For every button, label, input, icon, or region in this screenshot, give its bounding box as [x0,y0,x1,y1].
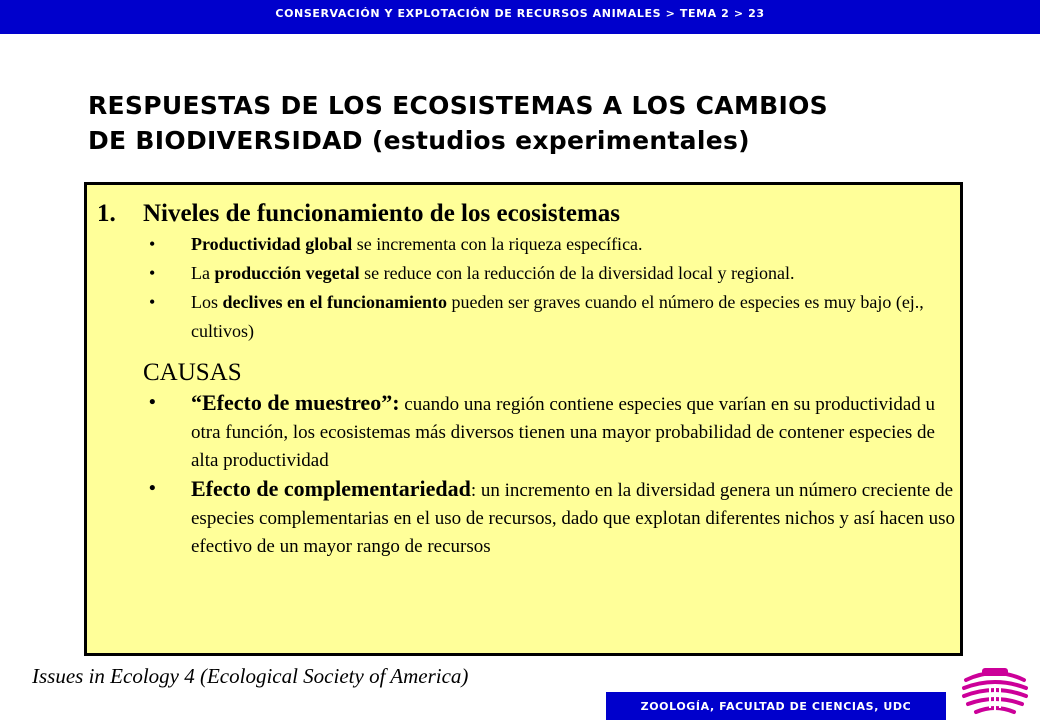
list-item [97,389,957,475]
slide-title [88,88,988,158]
title-line-2-sub: (estudios experimentales) [371,126,750,155]
bullet-icon: • [149,478,156,499]
bullet-text: se incrementa con la riqueza específica. [352,234,643,254]
bullet-prefix: Los [191,292,223,312]
section-heading-text: Niveles de funcionamiento de los ecosistemas [143,200,621,227]
bullet-text: pueden ser graves cuando el número de especies es muy bajo (ej., cultivos) [191,292,924,341]
list-item [97,475,957,561]
bullet-bold: declives en el funcionamiento [222,292,447,312]
bullet-bold: producción vegetal [214,263,360,283]
list-item [97,259,957,288]
bullet-text: : un incremento en la diversidad genera un número creciente de especies complementarias en el uso de recursos, dado que explotan diferentes nichos y así hacen uso efectivo de un mayor rango de recursos [191,480,955,557]
breadcrumb: CONSERVACIÓN Y EXPLOTACIÓN DE RECURSOS ANIMALES > TEMA 2 > 23 [275,7,765,20]
title-line-1: RESPUESTAS DE LOS ECOSISTEMAS A LOS CAMBIOS [88,91,828,120]
footer-label: ZOOLOGÍA, FACULTAD DE CIENCIAS, UDC [640,700,912,713]
bullet-bold: “Efecto de muestreo”: [191,390,400,415]
bullet-text: se reduce con la reducción de la diversidad local y regional. [359,263,795,283]
bullet-prefix: La [191,263,215,283]
content-box [84,182,963,656]
title-line-2-main: DE BIODIVERSIDAD [88,126,363,155]
section-bullets [97,230,957,346]
causas-bullets [97,389,957,561]
footer-bar [606,692,946,720]
bullet-bold: Productividad global [191,234,353,254]
citation: Issues in Ecology 4 (Ecological Society of America) [32,664,469,688]
bullet-bold: Efecto de complementariedad [191,476,471,501]
title-line-2 [88,123,988,158]
list-item [97,230,957,259]
section-heading [97,197,957,230]
bullet-icon: • [149,292,156,312]
udc-logo-icon [960,664,1030,716]
causas-heading: CAUSAS [143,359,242,386]
section-number: 1. [97,200,116,227]
bullet-icon: • [149,392,156,413]
bullet-icon: • [149,234,156,254]
bullet-icon: • [149,263,156,283]
list-item [97,288,957,346]
header-breadcrumb-bar [0,0,1040,34]
bullet-text: cuando una región contiene especies que varían en su productividad u otra función, los ecosistemas más diversos tienen una mayor probabilidad de contener especies de alta productividad [191,394,936,471]
